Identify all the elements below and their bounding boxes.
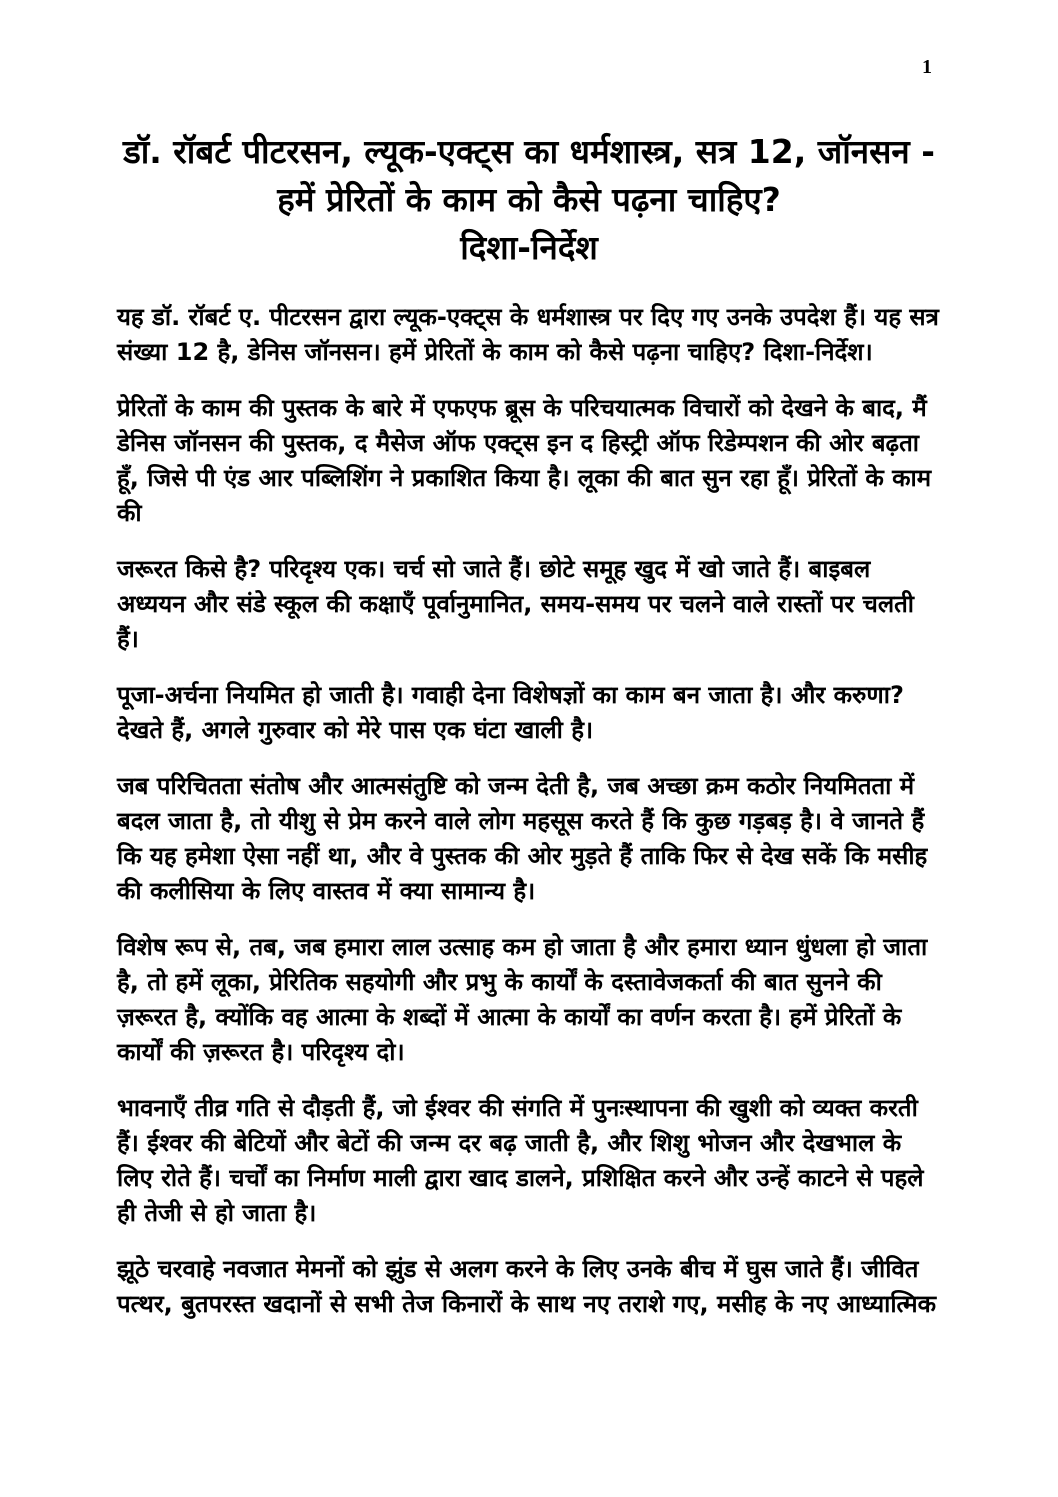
document-subtitle: दिशा-निर्देश	[460, 228, 598, 267]
document-title: डॉ. रॉबर्ट पीटरसन, ल्यूक-एक्ट्स का धर्मशास्त्र, सत्र 12, जॉनसन - हमें प्रेरितों के काम को कैसे पढ़ना चाहिए?	[123, 132, 935, 219]
document-body	[117, 300, 940, 1322]
body-paragraph: जब परिचितता संतोष और आत्मसंतुष्टि को जन्म देती है, जब अच्छा क्रम कठोर नियमितता में बदल जाता है, तो यीशु से प्रेम करने वाले लोग महसूस करते हैं कि कुछ गड़बड़ है। वे जानते हैं कि यह हमेशा ऐसा नहीं था, और वे पुस्तक की ओर मुड़ते हैं ताकि फिर से देख सकें कि मसीह की कलीसिया के लिए वास्तव में क्या सामान्य है।	[117, 772, 928, 905]
body-paragraph: यह डॉ. रॉबर्ट ए. पीटरसन द्वारा ल्यूक-एक्ट्स के धर्मशास्त्र पर दिए गए उनके उपदेश हैं। यह सत्र संख्या 12 है, डेनिस जॉनसन। हमें प्रेरितों के काम को कैसे पढ़ना चाहिए? दिशा-निर्देश।	[117, 303, 939, 366]
body-paragraph: जरूरत किसे है? परिदृश्य एक। चर्च सो जाते हैं। छोटे समूह खुद में खो जाते हैं। बाइबल अध्ययन और संडे स्कूल की कक्षाएँ पूर्वानुमानित, समय-समय पर चलने वाले रास्तों पर चलती हैं।	[117, 555, 914, 653]
body-paragraph: झूठे चरवाहे नवजात मेमनों को झुंड से अलग करने के लिए उनके बीच में घुस जाते हैं। जीवित पत्थर, बुतपरस्त खदानों से सभी तेज किनारों के साथ नए तराशे गए, मसीह के नए आध्यात्मिक	[117, 1255, 937, 1318]
body-paragraph: विशेष रूप से, तब, जब हमारा लाल उत्साह कम हो जाता है और हमारा ध्यान धुंधला हो जाता है, तो हमें लूका, प्रेरितिक सहयोगी और प्रभु के कार्यों के दस्तावेजकर्ता की बात सुनने की ज़रूरत है, क्योंकि वह आत्मा के शब्दों में आत्मा के कार्यों का वर्णन करता है। हमें प्रेरितों के कार्यों की ज़रूरत है। परिदृश्य दो।	[117, 933, 928, 1066]
body-paragraph: प्रेरितों के काम की पुस्तक के बारे में एफएफ ब्रूस के परिचयात्मक विचारों को देखने के बाद, मैं डेनिस जॉनसन की पुस्तक, द मैसेज ऑफ एक्ट्स इन द हिस्ट्री ऑफ रिडेम्पशन की ओर बढ़ता हूँ, जिसे पी एंड आर पब्लिशिंग ने प्रकाशित किया है। लूका की बात सुन रहा हूँ। प्रेरितों के काम की	[117, 394, 932, 527]
body-paragraph: पूजा-अर्चना नियमित हो जाती है। गवाही देना विशेषज्ञों का काम बन जाता है। और करुणा? देखते हैं, अगले गुरुवार को मेरे पास एक घंटा खाली है।	[117, 681, 904, 744]
document-title-block	[120, 128, 938, 272]
body-paragraph: भावनाएँ तीव्र गति से दौड़ती हैं, जो ईश्वर की संगति में पुनःस्थापना की खुशी को व्यक्त करती हैं। ईश्वर की बेटियों और बेटों की जन्म दर बढ़ जाती है, और शिशु भोजन और देखभाल के लिए रोते हैं। चर्चों का निर्माण माली द्वारा खाद डालने, प्रशिक्षित करने और उन्हें काटने से पहले ही तेजी से हो जाता है।	[117, 1094, 924, 1227]
page-number: 1	[922, 56, 932, 78]
